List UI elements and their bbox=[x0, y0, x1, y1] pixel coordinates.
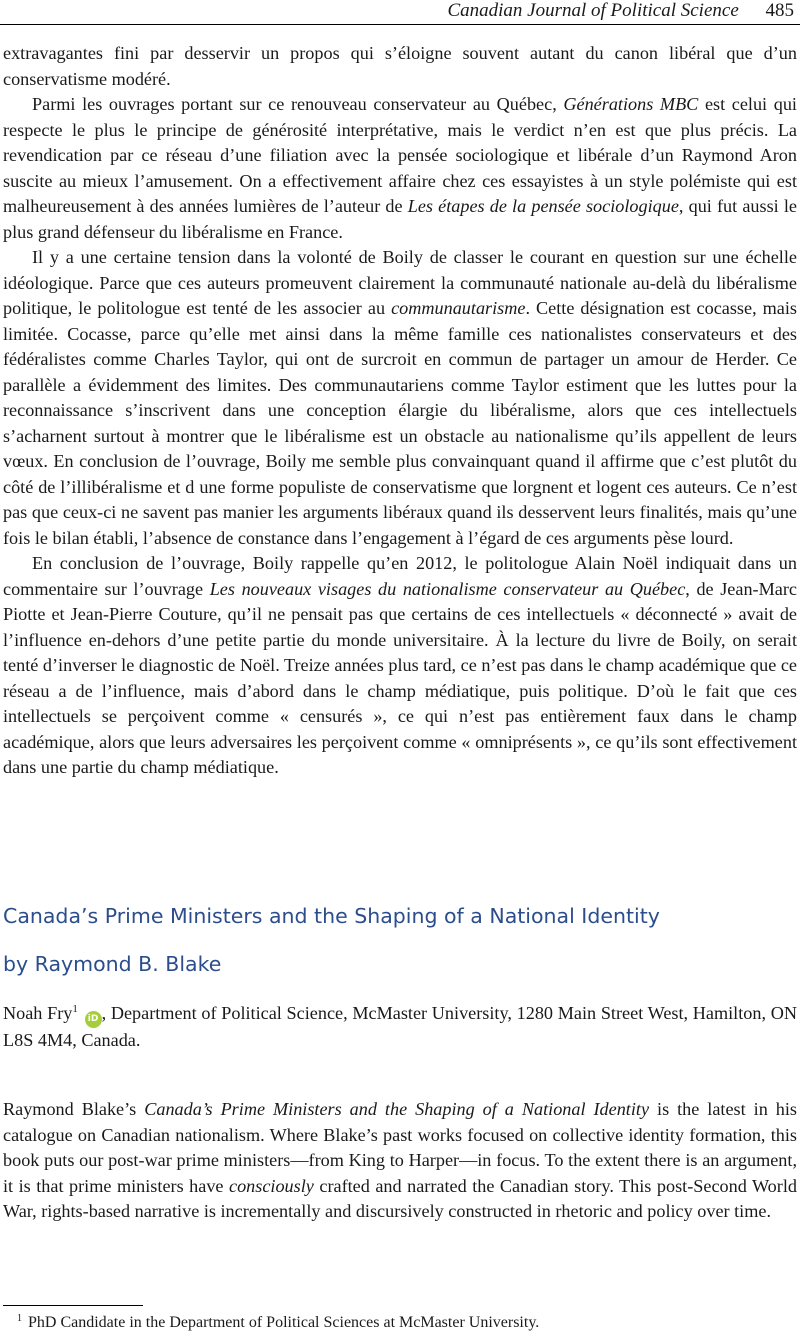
italic-title-text: consciously bbox=[229, 1175, 314, 1196]
text-run: Raymond Blake’s bbox=[3, 1099, 145, 1119]
reviewer-name: Noah Fry bbox=[3, 1003, 73, 1023]
body-paragraph bbox=[3, 551, 797, 781]
body-paragraph bbox=[3, 41, 797, 92]
review-title-line-1: Canada’s Prime Ministers and the Shaping of a National Identity bbox=[3, 904, 660, 928]
footnote-text: PhD Candidate in the Department of Political Sciences at McMaster University. bbox=[28, 1314, 540, 1331]
review-title-line-2: by Raymond B. Blake bbox=[3, 952, 222, 976]
review-opening-paragraph bbox=[3, 1097, 797, 1225]
text-run: est celui qui respecte le plus le principe de générosité interprétative, mais le verdict n’en est que plus précis. La revendication par ce réseau d’une filiation avec la pensée sociologique et libérale d’un Raymond Aron suscite au mieux l’amusement. On a effectivement affaire chez ces essayistes à un style polémiste qui est malheureusement à des années lumières de l’auteur de bbox=[3, 94, 797, 216]
footnote-rule bbox=[3, 1305, 143, 1306]
body-paragraph bbox=[3, 245, 797, 551]
text-run: . Cette désignation est cocasse, mais limitée. Cocasse, parce qu’elle met ainsi dans la même famille ces nationalistes conservateurs et des fédéralistes comme Charles Taylor, qui ont de surcroit en commun de partager un amour de Herder. Ce parallèle a évidemment des limites. Des communautariens comme Taylor estiment que les luttes pour la reconnaissance s’inscrivent dans une conception élargie du libéralisme, alors que ces intellectuels s’acharnent surtout à montrer que le libéralisme est un obstacle au nationalisme qu’ils appellent de leurs vœux. En conclusion de l’ouvrage, Boily me semble plus convainquant quand il affirme que c’est plutôt du côté de l’illibéralisme et d une forme populiste de conservatisme que lorgnent et logent ces auteurs. Ce n’est pas que ceux-ci ne savent pas manier les arguments libéraux quand ils desservent leurs finalités, mais qu’une fois le bilan établi, l’absence de constance dans l’engagement à l’égard de ces arguments pèse lourd. bbox=[3, 298, 798, 548]
footnote-marker[interactable]: 1 bbox=[72, 1002, 78, 1015]
reviewer-byline bbox=[3, 1001, 797, 1054]
text-run: , de Jean-Marc Piotte et Jean-Pierre Couture, qu’il ne pensait pas que certains de ces intellectuels « déconnecté » avait de l’influence en-dehors d’une petite partie du monde universitaire. À la lecture du livre de Boily, on serait tenté d’inverser le diagnostic de Noël. Treize années plus tard, ce n’est pas dans le champ académique que ce réseau a de l’influence, mais d’abord dans le champ médiatique, puis politique. D’où le fait que ces intellectuels se perçoivent comme « censurés », ce qui n’est pas entièrement faux dans le champ académique, alors que leurs adversaires les perçoivent comme « omniprésents », ce qu’ils sont effectivement dans une partie du champ médiatique. bbox=[3, 578, 797, 777]
journal-title: Canadian Journal of Political Science bbox=[447, 0, 739, 21]
italic-title-text: Canada’s Prime Ministers and the Shaping of a National Identity bbox=[144, 1099, 650, 1119]
running-head bbox=[447, 0, 794, 22]
reviewer-affiliation: , Department of Political Science, McMaster University, 1280 Main Street West, Hamilton, ON L8S 4M4, Canada. bbox=[3, 1003, 797, 1050]
text-run: Parmi les ouvrages portant sur ce renouveau conservateur au Québec, bbox=[32, 94, 564, 114]
text-run: extravagantes fini par desservir un propos qui s’éloigne souvent autant du canon libéral que d’un conservatisme modéré. bbox=[3, 43, 797, 89]
text-run: crafted and narrated the Canadian story. This post-Second World War, rights-based narrative is incrementally and discursively constructed in rhetoric and policy over time. bbox=[3, 1175, 797, 1221]
page-number: 485 bbox=[765, 0, 794, 21]
italic-title-text: Les nouveaux visages du nationalisme conservateur au Québec bbox=[209, 578, 686, 599]
orcid-icon[interactable]: iD bbox=[85, 1011, 102, 1028]
header-rule bbox=[0, 24, 800, 25]
text-run: is the latest in his catalogue on Canadian nationalism. Where Blake’s past works focused on collective identity formation, this book puts our post-war prime ministers—from King to Harper—in focus. To the extent there is an argument, it is that prime ministers have bbox=[3, 1099, 797, 1196]
body-paragraph bbox=[3, 92, 797, 245]
previous-review-text bbox=[3, 41, 797, 781]
italic-title-text: Générations MBC bbox=[563, 94, 699, 114]
italic-title-text: communautarisme bbox=[391, 298, 526, 318]
text-run: Il y a une certaine tension dans la volonté de Boily de classer le courant en question sur une échelle idéologique. Parce que ces auteurs promeuvent clairement la communauté nationale au-delà du libéralisme politique, le politologue est tenté de les associer au bbox=[3, 247, 797, 318]
text-run: , qui fut aussi le plus grand défenseur du libéralisme en France. bbox=[3, 196, 797, 242]
italic-title-text: Les étapes de la pensée sociologique bbox=[407, 196, 679, 216]
footnote bbox=[3, 1313, 797, 1333]
text-run: En conclusion de l’ouvrage, Boily rappelle qu’en 2012, le politologue Alain Noël indiquait dans un commentaire sur l’ouvrage bbox=[3, 553, 797, 599]
review-paragraph bbox=[3, 1097, 797, 1225]
footnote-number: 1 bbox=[17, 1312, 22, 1324]
